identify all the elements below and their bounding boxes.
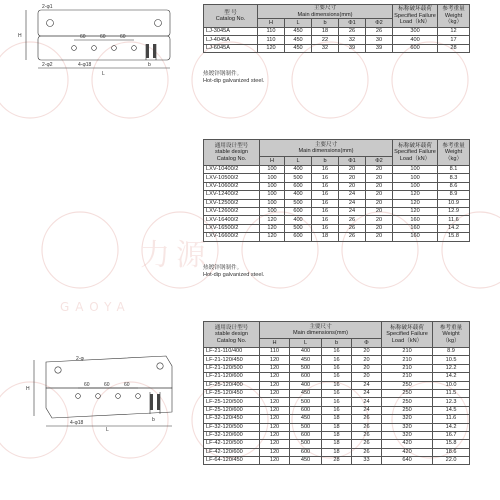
- table-row: LXV-12400/2 100 400 16 24 20 120 8.9: [204, 191, 470, 199]
- drawing2-d-label: 2-φ: [76, 356, 84, 362]
- table-row: LXV-10600/2 100 600 16 20 20 100 8.6: [204, 182, 470, 190]
- subcol-l: L: [285, 19, 312, 28]
- subcol-l: L: [285, 157, 312, 166]
- lf-spec-table: [203, 321, 470, 465]
- drawing1-l-label: L: [102, 71, 105, 76]
- subcol-l: L: [290, 339, 322, 348]
- drawing2-pitch-3: 60: [124, 382, 130, 388]
- drawing2-l-label: L: [106, 427, 109, 432]
- table-row: LJ-3045A 110 450 18 26 26 300 12: [204, 28, 470, 36]
- table-row: LJ-4045A 110 450 22 32 30 400 17: [204, 36, 470, 44]
- subcol-b: b: [312, 19, 339, 28]
- table-row: LF-21-110/400 110 400 16 20 210 8.9: [204, 348, 470, 356]
- table-row: LF-42-120/500 120 500 18 26 420 15.8: [204, 440, 470, 448]
- subcol-b: b: [312, 157, 339, 166]
- weight-header: 参考重量 Weight （kg）: [433, 322, 470, 348]
- lj-spec-table: [203, 4, 470, 53]
- model-header: 型 号 Catalog No.: [204, 5, 258, 28]
- table-row: LXV-12600/2 100 600 16 24 20 120 12.9: [204, 207, 470, 215]
- table-row: LF-64-120/450 120 450 28 33 640 22.0: [204, 457, 470, 465]
- load-header: 标称破坏载荷 Specified Failure Load（kN）: [382, 322, 433, 348]
- table-row: LF-32-120/600 120 600 18 26 320 16.7: [204, 431, 470, 439]
- table-row: LF-21-120/600 120 600 16 20 210 14.2: [204, 373, 470, 381]
- watermark-brand-cn: 力源: [140, 238, 212, 273]
- drawing1-b-label: b: [148, 62, 151, 68]
- table-row: LF-32-120/500 120 500 18 26 320 14.2: [204, 423, 470, 431]
- subcol-phi1: Φ1: [339, 157, 366, 166]
- dims-header: 主要尺寸 Main dimensions(mm): [260, 140, 393, 157]
- weight-header: 参考重量 Weight（kg）: [438, 5, 470, 28]
- watermark-brand-en: GAOYA: [60, 300, 131, 314]
- drawing2-d3-label: 4-φ18: [70, 420, 84, 426]
- subcol-phi2: Φ2: [366, 157, 393, 166]
- table-row: LJ-6045A 120 450 32 39 39 600 28: [204, 44, 470, 52]
- table2-note: 热镀锌钢制件。 Hot-dip galvanized steel.: [203, 265, 265, 278]
- model-header: 通用设计型号 stable design Catalog No.: [204, 322, 260, 348]
- drawing1-pitch-3: 60: [120, 34, 126, 40]
- table-row: LXV-10400/2 100 400 16 20 20 100 8.1: [204, 166, 470, 174]
- subcol-h: H: [258, 19, 285, 28]
- table-row: LF-21-120/500 120 500 16 20 210 12.2: [204, 364, 470, 372]
- subcol-phi: Φ: [352, 339, 382, 348]
- table1-note: 热镀锌钢制件。 Hot-dip galvanized steel.: [203, 71, 265, 84]
- table-row: LF-25-120/450 120 450 16 24 250 11.5: [204, 389, 470, 397]
- drawing1-h-label: H: [18, 33, 22, 39]
- subcol-phi1: Φ1: [339, 19, 366, 28]
- lf-plate-drawing: [6, 352, 196, 432]
- load-header: 标称破坏载荷 Specified Failure Load（kN）: [393, 140, 438, 166]
- subcol-phi2: Φ2: [366, 19, 393, 28]
- subcol-h: H: [260, 157, 285, 166]
- model-header: 通用设计型号 stable design Catalog No.: [204, 140, 260, 166]
- table-row: LXV-12500/2 100 500 16 24 20 120 10.9: [204, 199, 470, 207]
- drawing1-d-label: 2-φ1: [42, 4, 53, 10]
- dims-header: 主要尺寸 Main dimensions(mm): [258, 5, 393, 19]
- drawing1-pitch-2: 60: [100, 34, 106, 40]
- lxv-spec-table: [203, 139, 470, 242]
- table-row: LF-25-120/600 120 600 16 24 250 14.5: [204, 406, 470, 414]
- table-row: LF-25-120/400 120 400 16 24 250 10.0: [204, 381, 470, 389]
- drawing1-d3-label: 4-φ18: [78, 62, 92, 68]
- lj-plate-drawing: [6, 4, 196, 76]
- drawing2-b-label: b: [152, 417, 155, 423]
- drawing1-pitch-1: 60: [80, 34, 86, 40]
- drawing2-pitch-2: 60: [104, 382, 110, 388]
- weight-header: 参考重量 Weight （kg）: [438, 140, 470, 166]
- dims-header: 主要尺寸 Main dimensions(mm): [260, 322, 382, 339]
- drawing1-d2-label: 2-φ2: [42, 62, 53, 68]
- table-row: LF-32-120/450 120 450 18 26 320 11.6: [204, 415, 470, 423]
- subcol-b: b: [322, 339, 352, 348]
- load-header: 标称破坏载荷 Specified Failure Load（kN）: [393, 5, 438, 28]
- drawing2-pitch-1: 60: [84, 382, 90, 388]
- table-row: LXV-10500/2 100 500 16 20 20 100 8.3: [204, 174, 470, 182]
- subcol-h: H: [260, 339, 290, 348]
- table-row: LF-42-120/600 120 600 18 26 420 18.6: [204, 448, 470, 456]
- table-row: LXV-16400/2 120 400 16 26 20 160 11.6: [204, 216, 470, 224]
- table-row: LXV-16600/2 120 600 18 26 20 160 15.8: [204, 233, 470, 241]
- table-row: LF-21-120/450 120 450 16 20 210 10.5: [204, 356, 470, 364]
- drawing2-h-label: H: [26, 386, 30, 392]
- table-row: LXV-16500/2 120 500 16 26 20 160 14.2: [204, 224, 470, 232]
- table-row: LF-25-120/500 120 500 16 24 250 12.3: [204, 398, 470, 406]
